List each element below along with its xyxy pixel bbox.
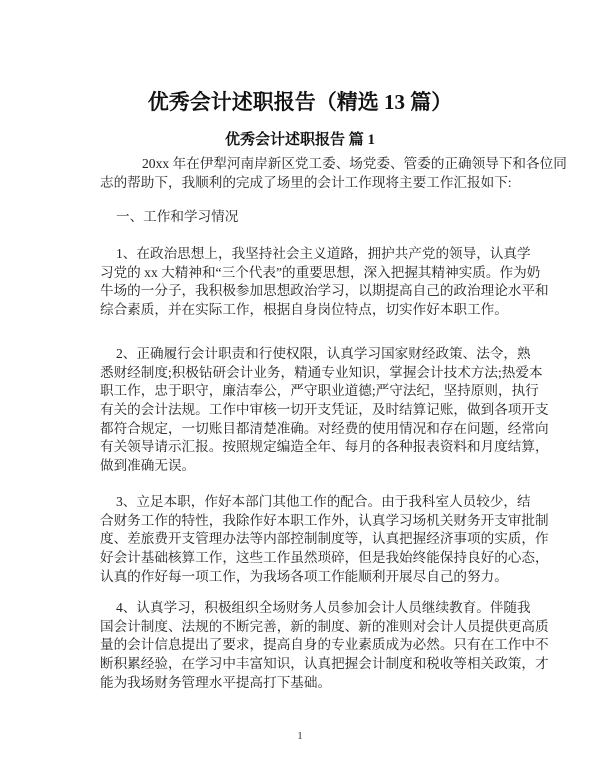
text-line: 综合素质，并在实际工作，根据自身岗位特点，切实作好本职工作。: [100, 302, 508, 318]
text-line: 有关领导请示汇报。按照规定编造全年、每月的各种报表资料和月度结算，: [100, 439, 549, 455]
body-paragraph: [100, 599, 549, 692]
body-paragraph: [100, 245, 549, 320]
text-line: 20xx 年在伊犁河南岸新区党工委、场党委、管委的正确领导下和各位同: [142, 156, 567, 171]
body-paragraph: [100, 345, 549, 476]
text-line: 认真的作好每一项工作，为我场各项工作能顺利开展尽自己的努力。: [100, 568, 508, 584]
text-line: 能为我场财务管理水平提高打下基础。: [100, 674, 332, 690]
text-line: 悉财经制度;积极钻研会计业务，精通专业知识，掌握会计技术方法;热爱本: [100, 364, 543, 380]
page-number: 1: [297, 730, 303, 742]
document-title: 优秀会计述职报告（精选 13 篇）: [147, 90, 453, 114]
text-line: 4、认真学习，积极组织全场财务人员参加会计人员继续教育。伴随我: [116, 600, 531, 615]
text-line: 职工作，忠于职守，廉洁奉公，严守职业道德;严守法纪，坚持原则，执行: [100, 383, 539, 399]
body-paragraph: [100, 155, 567, 192]
text-line: 都符合规定，一切账目都清楚准确。对经费的使用情况和存在问题，经常向: [100, 420, 549, 436]
text-line: 1、在政治思想上，我坚持社会主义道路，拥护共产党的领导，认真学: [116, 246, 531, 261]
body-paragraph: [100, 493, 549, 586]
text-line: 国会计制度、法规的不断完善，新的制度、新的准则对会计人员提供更高质: [100, 618, 549, 634]
section-heading: [100, 208, 512, 227]
text-line: 牛场的一分子，我积极参加思想政治学习，以期提高自己的政治理论水平和: [100, 283, 549, 299]
text-line: 3、立足本职，作好本部门其他工作的配合。由于我科室人员较少，结: [116, 494, 531, 509]
text-line: 做到准确无误。: [100, 458, 196, 474]
text-line: 量的会计信息提出了要求，提高自身的专业素质成为必然。只有在工作中不: [100, 637, 549, 653]
text-line: 志的帮助下，我顺利的完成了场里的会计工作现将主要工作汇报如下:: [100, 174, 512, 190]
section-title: 优秀会计述职报告 篇 1: [224, 132, 375, 148]
text-line: 好会计基础核算工作，这些工作虽然琐碎，但是我始终能保持良好的心态，: [100, 550, 549, 566]
text-line: 合财务工作的特性，我除作好本职工作外，认真学习场机关财务开支审批制: [100, 512, 549, 528]
text-line: 度、差旅费开支管理办法等内部控制制度等，认真把握经济事项的实质，作: [100, 531, 549, 547]
text-line: 一、工作和学习情况: [116, 209, 239, 224]
text-line: 断积累经验，在学习中丰富知识，认真把握会计制度和税收等相关政策，才: [100, 656, 549, 672]
text-line: 2、正确履行会计职责和行使权限，认真学习国家财经政策、法令，熟: [116, 346, 531, 361]
text-line: 习党的 xx 大精神和“三个代表”的重要思想，深入把握其精神实质。作为奶: [100, 264, 541, 280]
text-line: 有关的会计法规。工作中审核一切开支凭证，及时结算记账，做到各项开支: [100, 402, 549, 418]
